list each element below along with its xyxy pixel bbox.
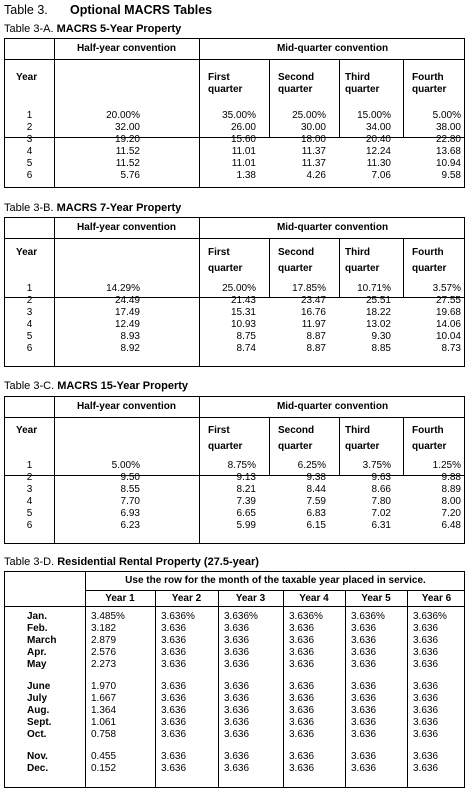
page-title: [4, 3, 212, 17]
first-quarter-header: First quarter: [208, 425, 243, 452]
year-header: Year: [16, 247, 38, 258]
year-1-header: Year 1: [105, 593, 135, 604]
table-a: Half-year convention Mid-quarter convention Year First quarter Second quarter Third quarter Fourth quarter 1 20.00% 35.00% 25.00% 15.00% 5.00% 2 32.00 26.00 30.00 34.00 38.00 3 19.20 15.60 18.00 20.40 22.80 4 11.52 11.01 11.37 12.24 13.68 5 11.52 11.01 11.37 11.30 10.94 6 5.76 1.38 4.26 7.06 9.58: [4, 38, 465, 188]
table-c-number: Table 3-C.: [4, 380, 55, 392]
table-b-title: MACRS 7-Year Property: [56, 202, 182, 214]
mid-quarter-header: Mid-quarter convention: [276, 401, 389, 412]
year-4-header: Year 4: [299, 593, 329, 604]
table-b: Half-year convention Mid-quarter convention Year First quarter Second quarter Third quarter Fourth quarter 1 14.29% 25.00% 17.85% 10.71% 3.57% 2 24.49 21.43 23.47 25.51 27.55 3 17.49 15.31 16.76 18.22 19.68 4 12.49 10.93 11.97 13.02 14.06 5 8.93 8.75 8.87 9.30 10.04 6 8.92 8.74 8.87 8.85 8.73: [4, 217, 465, 367]
third-quarter-header: Third quarter: [345, 72, 380, 95]
year-3-header: Year 3: [235, 593, 266, 604]
second-quarter-header: Second quarter: [278, 425, 315, 452]
year-5-header: Year 5: [361, 593, 391, 604]
mid-quarter-header: Mid-quarter convention: [276, 43, 389, 54]
half-year-header: Half-year convention: [77, 222, 176, 233]
table-c: Half-year convention Mid-quarter convention Year First quarter Second quarter Third quarter Fourth quarter 1 5.00% 8.75% 6.25% 3.75% 1.25% 2 9.50 9.13 9.38 9.63 9.88 3 8.55 8.21 8.44 8.66 8.89 4 7.70 7.39 7.59 7.80 8.00 5 6.93 6.65 6.83 7.02 7.20 6 6.23 5.99 6.15 6.31 6.48: [4, 396, 465, 544]
table-d-instruction: Use the row for the month of the taxable year placed in service.: [125, 575, 426, 586]
table-b-caption: [4, 202, 181, 214]
page-title-text: Optional MACRS Tables: [70, 3, 213, 17]
mid-quarter-header: Mid-quarter convention: [276, 222, 389, 233]
fourth-quarter-header: Fourth quarter: [412, 72, 447, 95]
third-quarter-header: Third quarter: [345, 425, 380, 452]
table-a-caption: [4, 23, 181, 35]
table-c-caption: [4, 380, 188, 392]
page-table-number: Table 3.: [4, 3, 48, 17]
table-a-title: MACRS 5-Year Property: [56, 23, 182, 35]
table-a-number: Table 3-A.: [4, 23, 54, 35]
table-c-title: MACRS 15-Year Property: [57, 380, 189, 392]
first-quarter-header: First quarter: [208, 247, 243, 274]
table-d-title: Residential Rental Property (27.5-year): [57, 556, 259, 568]
year-header: Year: [16, 72, 38, 83]
half-year-header: Half-year convention: [77, 43, 176, 54]
fourth-quarter-header: Fourth quarter: [412, 247, 447, 274]
fourth-quarter-header: Fourth quarter: [412, 425, 447, 452]
second-quarter-header: Second quarter: [278, 72, 315, 95]
table-d-caption: [4, 556, 259, 568]
year-header: Year: [16, 425, 38, 436]
table-b-number: Table 3-B.: [4, 202, 54, 214]
second-quarter-header: Second quarter: [278, 247, 315, 274]
table-d: Use the row for the month of the taxable year placed in service. Year 1 Year 2 Year 3 Year 4 Year 5 Year 6 Jan. 3.485% 3.636% 3.636% 3.636% 3.636% 3.636% Feb. 3.182 3.636 3.636 3.636 3.636 3.636 March 2.879 3.636 3.636 3.636 3.636 3.636 Apr. 2.576 3.636 3.636 3.636 3.636 3.636 May 2.273 3.636 3.636 3.636 3.636 3.636 June 1.970 3.636 3.636 3.636 3.636 3.636 July 1.667 3.636 3.636 3.636 3.636 3.636 Aug. 1.364 3.636 3.636 3.636 3.636 3.636 Sept. 1.061 3.636 3.636 3.636 3.636 3.636 Oct. 0.758 3.636 3.636 3.636 3.636 3.636 Nov. 0.455 3.636 3.636 3.636 3.636 3.636 Dec. 0.152 3.636 3.636 3.636 3.636 3.636: [4, 571, 465, 788]
year-2-header: Year 2: [171, 593, 202, 604]
third-quarter-header: Third quarter: [345, 247, 380, 274]
half-year-header: Half-year convention: [77, 401, 176, 412]
year-6-header: Year 6: [421, 593, 452, 604]
table-d-number: Table 3-D.: [4, 556, 55, 568]
first-quarter-header: First quarter: [208, 72, 243, 95]
